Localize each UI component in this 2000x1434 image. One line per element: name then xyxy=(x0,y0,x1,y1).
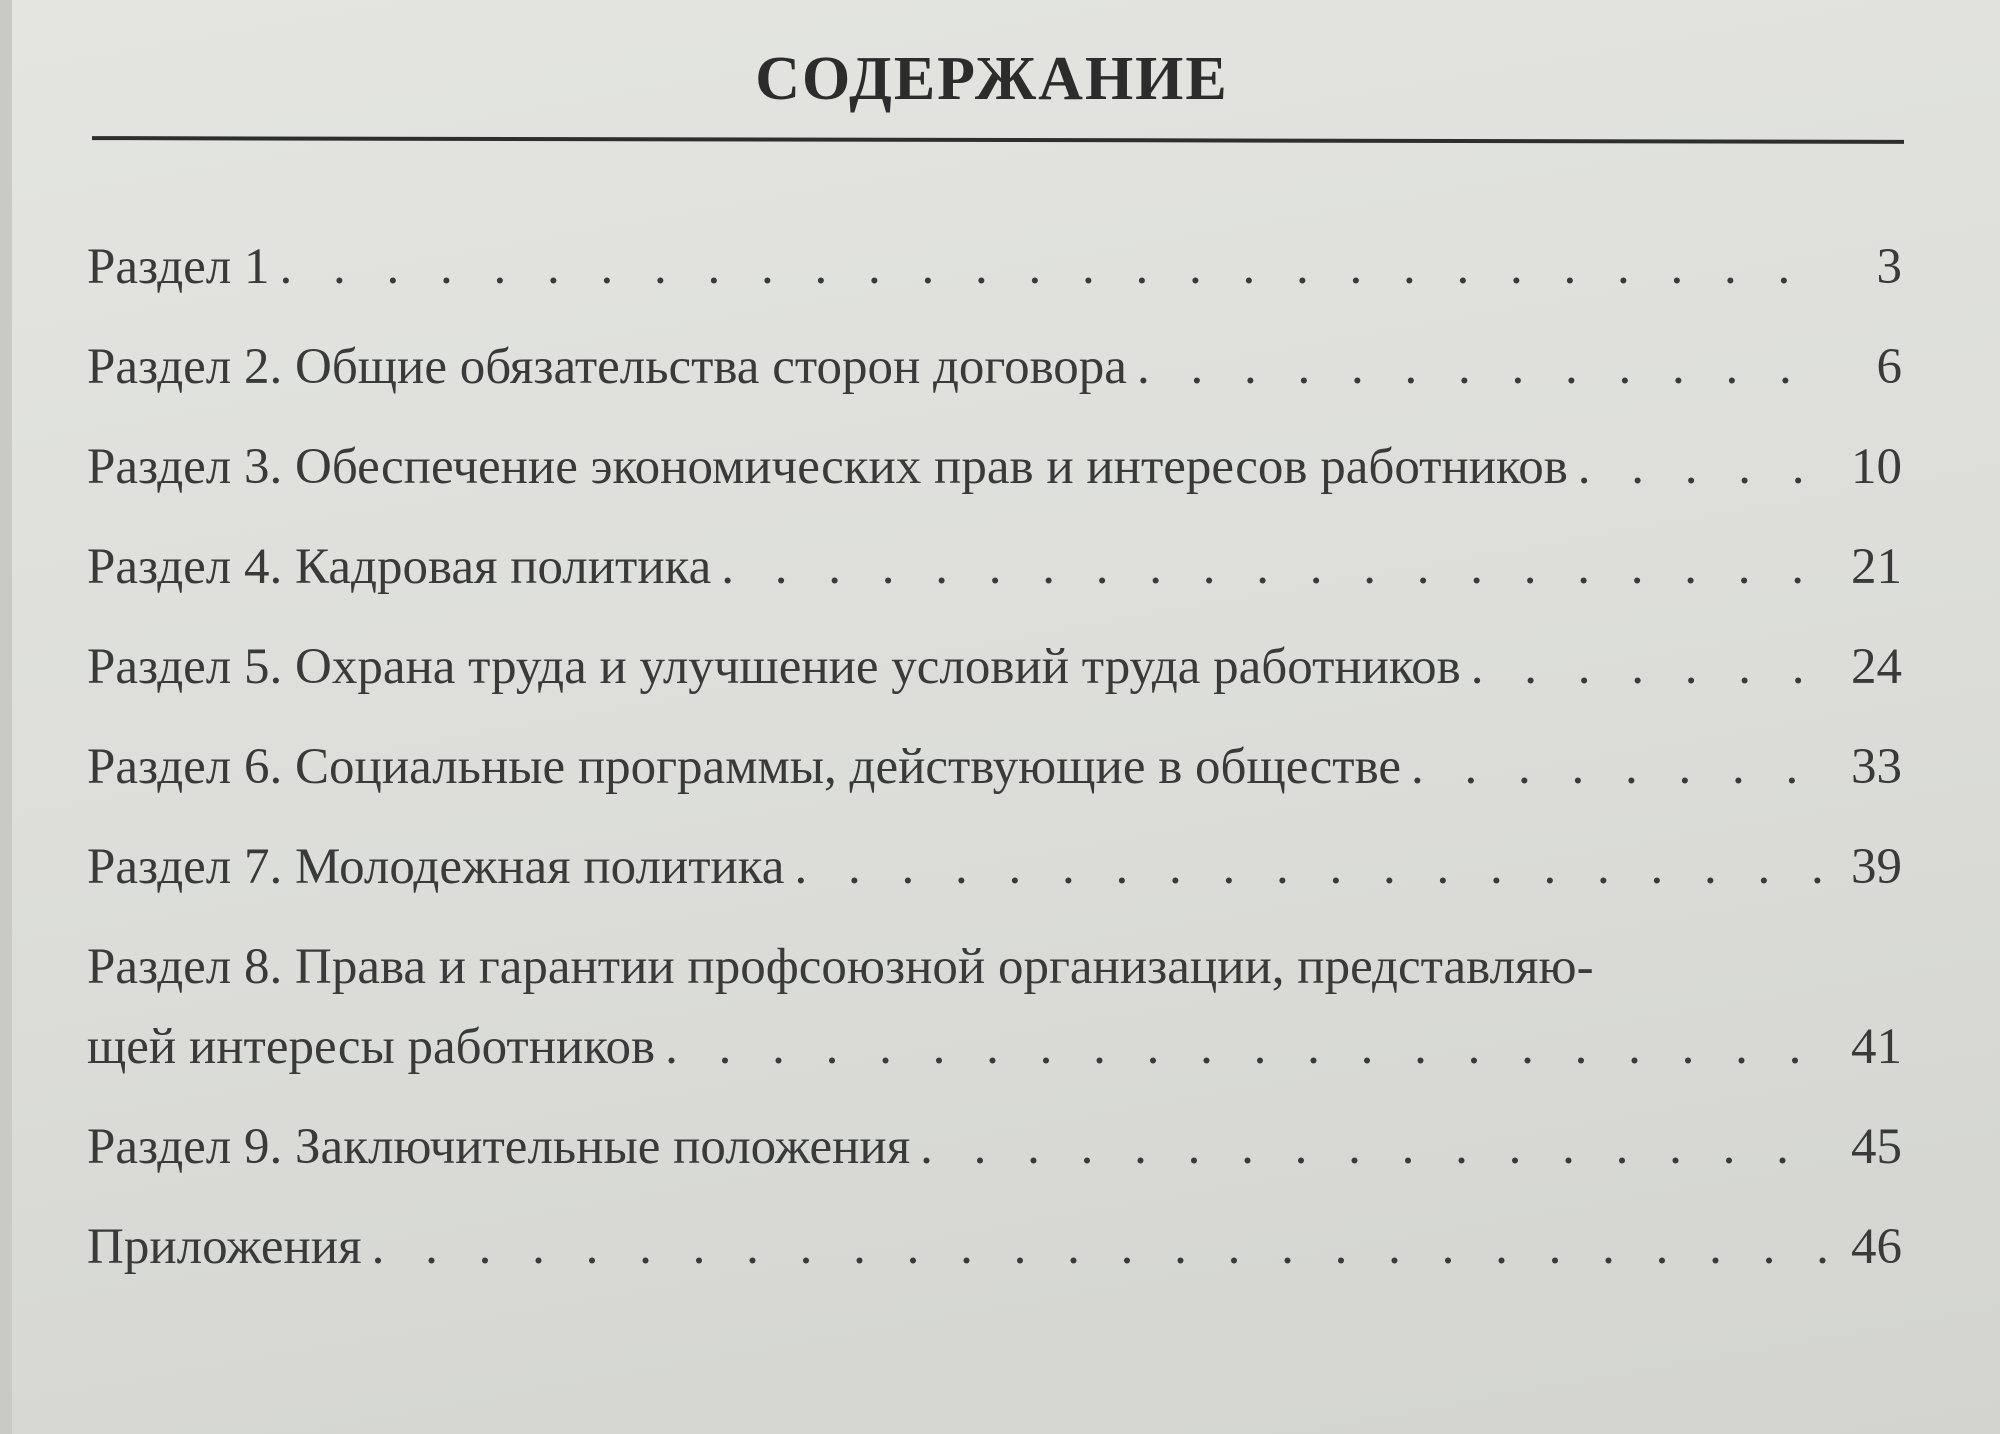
toc-entry-title: Раздел 7. Молодежная политика xyxy=(87,839,785,895)
toc-entry-title: Раздел 6. Социальные программы, действующие в обществе xyxy=(87,739,1401,795)
toc-entry-title-line2: щей интересы работников xyxy=(87,1019,656,1075)
toc-entry-page: 46 xyxy=(1851,1219,1902,1275)
toc-entry-7[interactable] xyxy=(87,838,1902,908)
dot-leader xyxy=(794,838,1832,896)
toc-entry-page: 41 xyxy=(1851,1019,1902,1075)
toc-entry-10[interactable] xyxy=(87,1218,1902,1288)
toc-entry-title-line1: Раздел 8. Права и гарантии профсоюзной организации, представляю- xyxy=(87,939,1594,995)
toc-entry-page: 33 xyxy=(1851,739,1902,795)
toc-entry-page: 24 xyxy=(1851,639,1902,695)
toc-entry-2[interactable] xyxy=(87,338,1902,408)
toc-entry-page: 3 xyxy=(1876,239,1902,295)
toc-entry-3[interactable] xyxy=(87,438,1902,508)
dot-leader xyxy=(721,538,1832,596)
toc-entry-5[interactable] xyxy=(87,638,1902,708)
dot-leader xyxy=(1137,338,1832,396)
toc-entry-page: 10 xyxy=(1851,439,1902,495)
toc-entry-title: Раздел 1 xyxy=(87,239,270,295)
dot-leader xyxy=(1578,438,1832,496)
dot-leader xyxy=(665,1018,1832,1076)
dot-leader xyxy=(1471,638,1832,696)
toc-entry-page: 6 xyxy=(1876,339,1902,395)
toc-entry-title: Раздел 2. Общие обязательства сторон договора xyxy=(87,339,1127,395)
book-page xyxy=(12,0,2000,1434)
dot-leader xyxy=(1411,738,1832,796)
toc-entry-page: 45 xyxy=(1851,1119,1902,1175)
toc-entry-title: Раздел 3. Обеспечение экономических прав и интересов работников xyxy=(87,439,1568,495)
dot-leader xyxy=(920,1118,1832,1176)
toc-entry-page: 21 xyxy=(1851,539,1902,595)
toc-entry-4[interactable] xyxy=(87,538,1902,608)
dot-leader xyxy=(372,1218,1832,1276)
dot-leader xyxy=(280,238,1832,296)
toc-entry-page: 39 xyxy=(1851,839,1902,895)
toc-entry-9[interactable] xyxy=(87,1118,1902,1188)
table-of-contents xyxy=(12,0,2000,1434)
toc-entry-1[interactable] xyxy=(87,238,1902,308)
toc-entry-title: Раздел 5. Охрана труда и улучшение условий труда работников xyxy=(87,639,1461,695)
toc-entry-8[interactable] xyxy=(87,938,1902,1088)
toc-entry-title: Раздел 9. Заключительные положения xyxy=(87,1119,911,1175)
toc-entry-title: Приложения xyxy=(87,1219,362,1275)
toc-entry-title: Раздел 4. Кадровая политика xyxy=(87,539,712,595)
toc-entry-6[interactable] xyxy=(87,738,1902,808)
page-title: СОДЕРЖАНИЕ xyxy=(755,45,1229,113)
